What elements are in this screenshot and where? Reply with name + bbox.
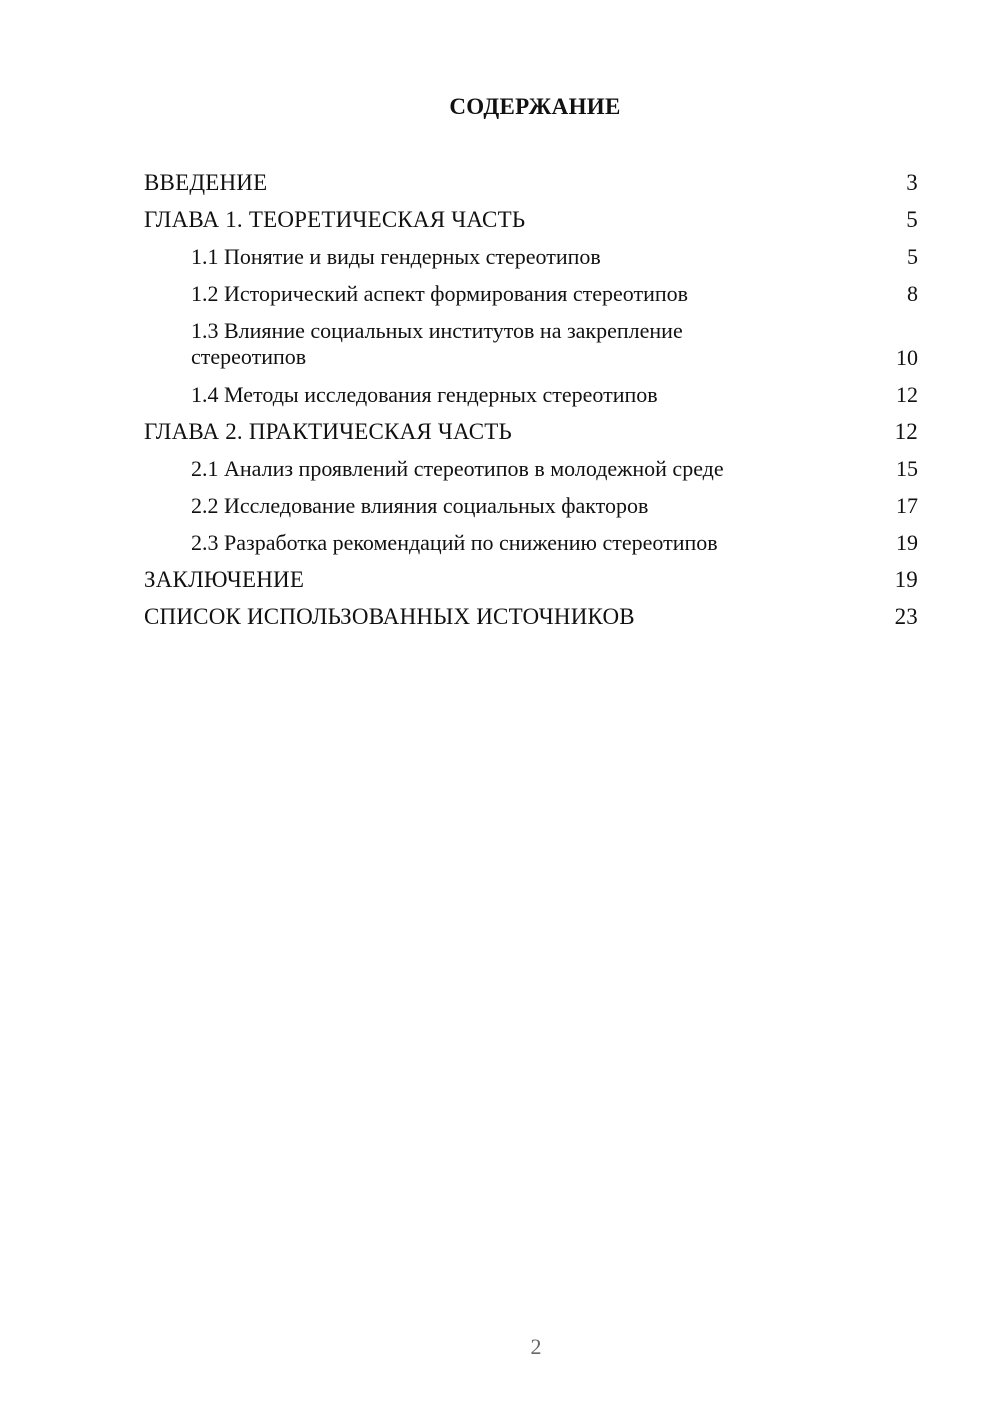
toc-entry-chapter-1[interactable]	[0, 203, 1000, 240]
toc-entry-page: 23	[894, 604, 918, 629]
toc-entry-section-1-4[interactable]	[0, 378, 1000, 415]
page-number: 2	[530, 1334, 542, 1359]
toc-entry-label: ГЛАВА 2. ПРАКТИЧЕСКАЯ ЧАСТЬ	[144, 419, 512, 444]
toc-title: СОДЕРЖАНИЕ	[449, 94, 621, 119]
toc-entry-label: 2.2 Исследование влияния социальных факторов	[191, 493, 649, 518]
toc-entry-page: 12	[894, 419, 918, 444]
toc-entry-page: 19	[894, 567, 918, 592]
toc-entry-page: 8	[907, 281, 918, 306]
toc-entry-page: 15	[896, 456, 918, 481]
toc-entry-chapter-2[interactable]	[0, 415, 1000, 452]
toc-entry-label: 1.4 Методы исследования гендерных стереотипов	[191, 382, 658, 407]
toc-entry-page: 19	[896, 530, 918, 555]
toc-entry-label: 2.1 Анализ проявлений стереотипов в молодежной среде	[191, 456, 724, 481]
toc-entry-page: 17	[896, 493, 918, 518]
toc-entry-label: 1.3 Влияние социальных институтов на закрепление стереотипов	[191, 318, 683, 369]
toc-entry-references[interactable]	[0, 600, 1000, 637]
toc-entry-section-2-2[interactable]	[0, 489, 1000, 526]
toc-entry-label: ЗАКЛЮЧЕНИЕ	[144, 567, 305, 592]
toc-entry-label: 1.2 Исторический аспект формирования стереотипов	[191, 281, 689, 306]
toc-entry-page: 5	[906, 207, 918, 232]
table-of-contents	[0, 166, 1000, 637]
toc-entry-label: ВВЕДЕНИЕ	[144, 170, 268, 195]
toc-entry-section-2-3[interactable]	[0, 526, 1000, 563]
toc-entry-section-2-1[interactable]	[0, 452, 1000, 489]
toc-entry-label: СПИСОК ИСПОЛЬЗОВАННЫХ ИСТОЧНИКОВ	[144, 604, 635, 629]
toc-entry-label: ГЛАВА 1. ТЕОРЕТИЧЕСКАЯ ЧАСТЬ	[144, 207, 526, 232]
toc-entry-section-1-2[interactable]	[0, 277, 1000, 314]
toc-entry-label: 2.3 Разработка рекомендаций по снижению стереотипов	[191, 530, 718, 555]
toc-entry-section-1-1[interactable]	[0, 240, 1000, 277]
toc-entry-page: 5	[907, 244, 918, 269]
toc-entry-label: 1.1 Понятие и виды гендерных стереотипов	[191, 244, 601, 269]
toc-entry-page: 3	[906, 170, 918, 195]
toc-entry-introduction[interactable]	[0, 166, 1000, 203]
toc-entry-conclusion[interactable]	[0, 563, 1000, 600]
toc-entry-page: 10	[896, 345, 918, 370]
toc-entry-page: 12	[896, 382, 918, 407]
toc-entry-section-1-3[interactable]	[0, 314, 1000, 378]
